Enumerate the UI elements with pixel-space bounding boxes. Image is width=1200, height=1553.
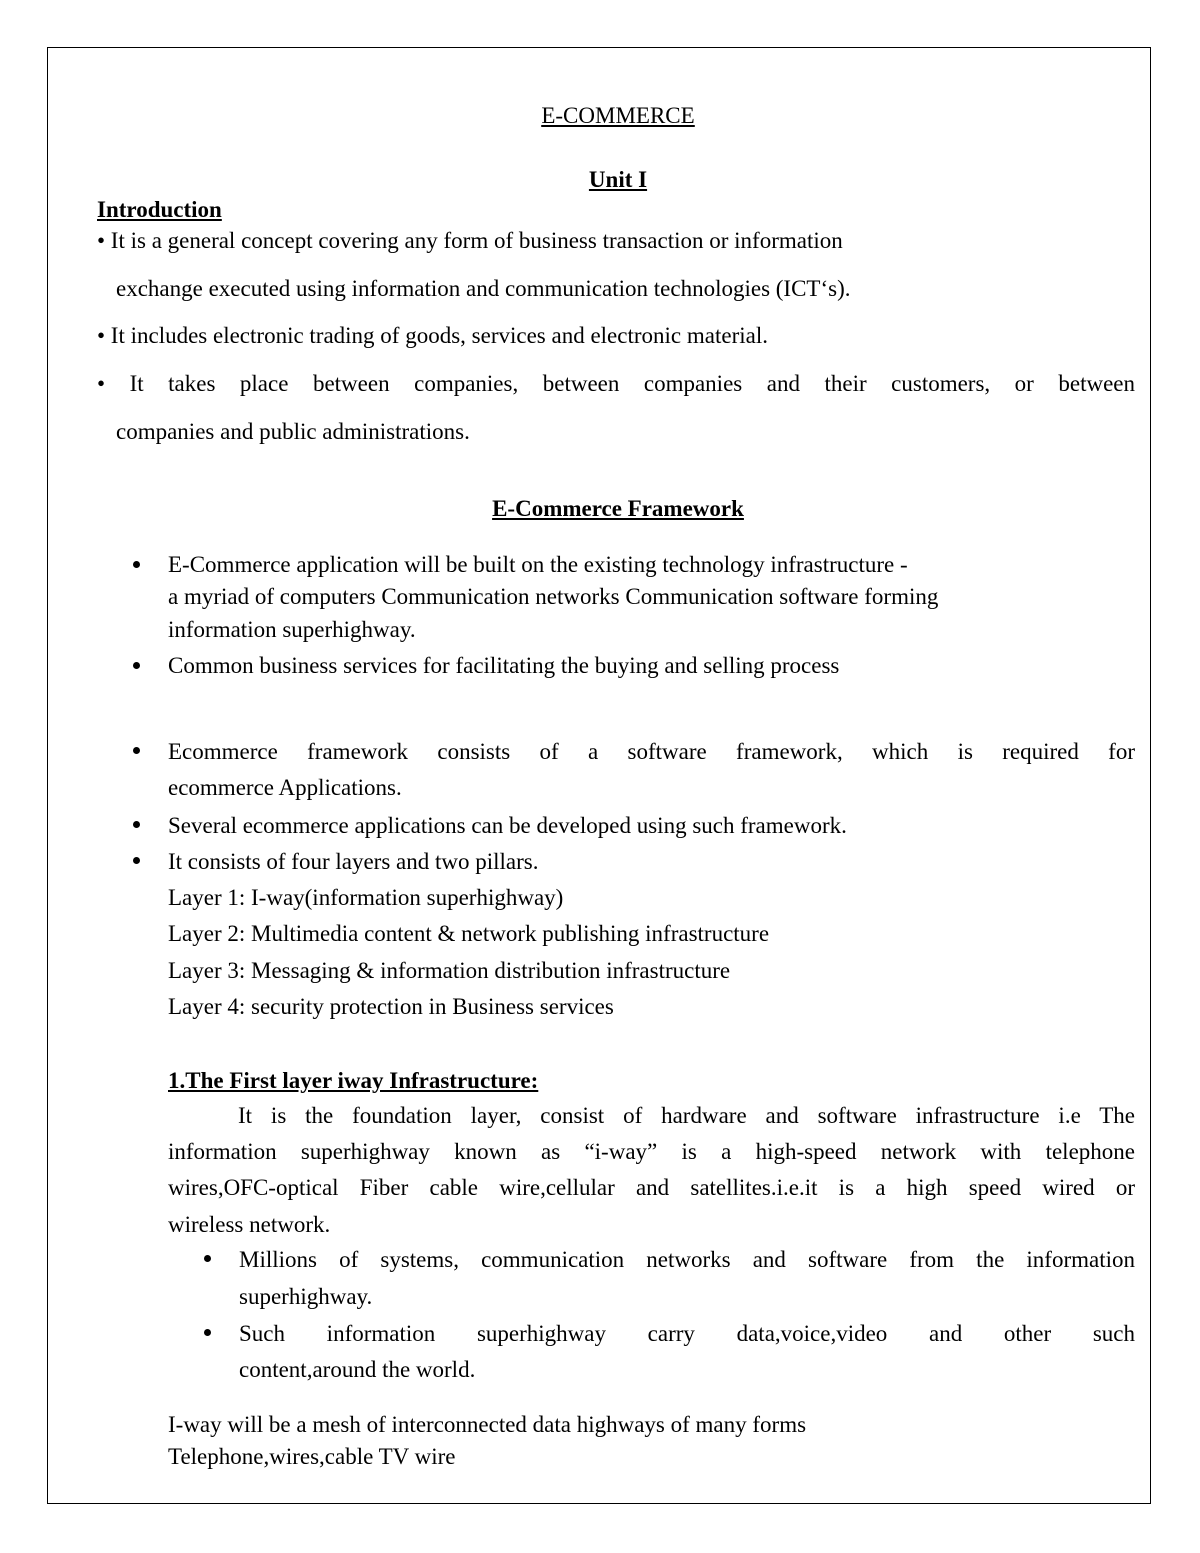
layer-item: Layer 2: Multimedia content & network publishing infrastructure <box>168 921 770 946</box>
intro-paragraph-2: • It includes electronic trading of goods, services and electronic material. <box>97 323 768 348</box>
intro-paragraph-3-line-1: • It takes place between companies, between companies and their customers, or between <box>97 371 1135 396</box>
sub-bullet-1-line-2: superhighway. <box>239 1284 373 1309</box>
framework-bullet-1-line-2: a myriad of computers Communication networks Communication software forming <box>168 584 939 609</box>
first-layer-paragraph-line-4: wireless network. <box>168 1212 331 1237</box>
closing-line-1: I-way will be a mesh of interconnected data highways of many forms <box>168 1412 807 1437</box>
framework-bullet-1-line-1: E-Commerce application will be built on the existing technology infrastructure - <box>168 552 908 577</box>
first-layer-paragraph-line-2: information superhighway known as “i-way” is a high-speed network with telephone <box>168 1139 1135 1164</box>
layer-item: Layer 4: security protection in Business services <box>168 994 614 1019</box>
unit-heading <box>0 168 1200 191</box>
bullet-dot-icon <box>133 821 140 828</box>
framework-bullet-4: Several ecommerce applications can be developed using such framework. <box>168 813 847 838</box>
closing-line-2: Telephone,wires,cable TV wire <box>168 1444 456 1469</box>
intro-paragraph-1-line-1: • It is a general concept covering any form of business transaction or information <box>97 228 843 253</box>
layer-item: Layer 1: I-way(information superhighway) <box>168 885 564 910</box>
introduction-heading: Introduction <box>97 197 222 222</box>
bullet-dot-icon <box>133 662 140 669</box>
bullet-dot-icon <box>204 1255 211 1262</box>
first-layer-paragraph-line-1: It is the foundation layer, consist of hardware and software infrastructure i.e The <box>238 1103 1135 1128</box>
sub-bullet-2-line-2: content,around the world. <box>239 1357 476 1382</box>
framework-bullet-2: Common business services for facilitating the buying and selling process <box>168 653 840 678</box>
layer-item: Layer 3: Messaging & information distribution infrastructure <box>168 958 731 983</box>
first-layer-paragraph-line-3: wires,OFC-optical Fiber cable wire,cellular and satellites.i.e.it is a high speed wired or <box>168 1175 1135 1200</box>
framework-bullet-1-line-3: information superhighway. <box>168 617 416 642</box>
document-title <box>0 104 1200 127</box>
framework-bullet-3-line-1: Ecommerce framework consists of a software framework, which is required for <box>168 739 1135 764</box>
framework-bullet-5: It consists of four layers and two pillars. <box>168 849 539 874</box>
bullet-dot-icon <box>133 747 140 754</box>
intro-paragraph-3-line-2: companies and public administrations. <box>116 419 470 444</box>
bullet-dot-icon <box>204 1329 211 1336</box>
bullet-dot-icon <box>133 857 140 864</box>
unit-heading-text: Unit I <box>588 167 648 192</box>
bullet-dot-icon <box>133 561 140 568</box>
intro-paragraph-1-line-2: exchange executed using information and communication technologies (ICT‘s). <box>116 276 851 301</box>
framework-bullet-3-line-2: ecommerce Applications. <box>168 775 402 800</box>
first-layer-heading: 1.The First layer iway Infrastructure: <box>168 1068 539 1093</box>
document-title-text: E-COMMERCE <box>541 103 695 128</box>
sub-bullet-2-line-1: Such information superhighway carry data,voice,video and other such <box>239 1321 1135 1346</box>
framework-heading-text: E-Commerce Framework <box>492 496 744 521</box>
framework-heading <box>0 497 1200 520</box>
sub-bullet-1-line-1: Millions of systems, communication networks and software from the information <box>239 1247 1135 1272</box>
